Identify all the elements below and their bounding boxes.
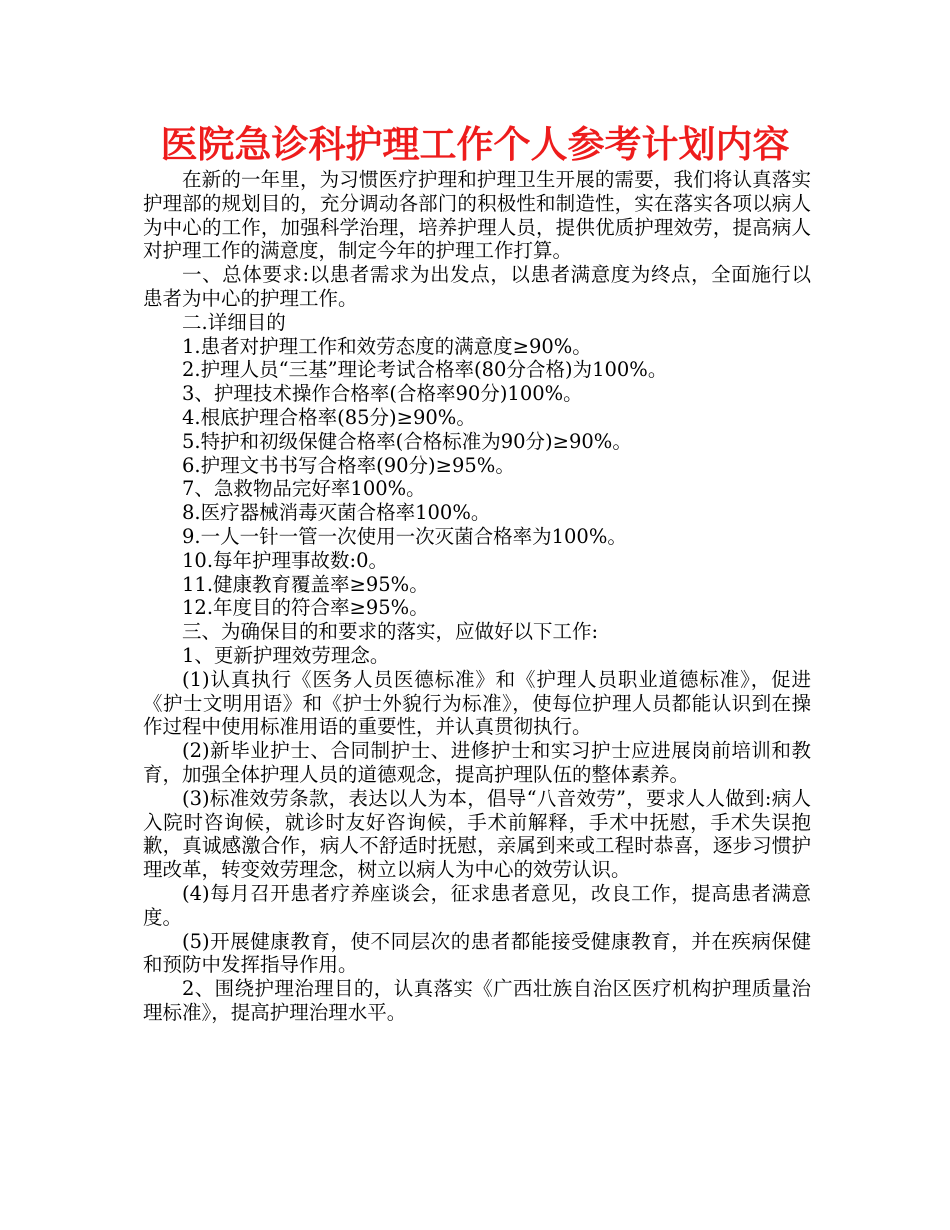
- subsection-heading: 1、更新护理效劳理念。: [182, 643, 390, 667]
- goal-item: 2.护理人员“三基”理论考试合格率(80分合格)为100%。: [182, 358, 668, 382]
- goal-item: 3、护理技术操作合格率(合格率90分)100%。: [182, 382, 583, 406]
- goal-item: 7、急救物品完好率100%。: [182, 477, 426, 501]
- goal-item: 12.年度目的符合率≥95%。: [182, 596, 429, 620]
- goal-item: 11.健康教育覆盖率≥95%。: [182, 572, 429, 596]
- body-paragraph: (2)新毕业护士、合同制护士、进修护士和实习护士应进展岗前培训和教育，加强全体护理人员的道德观念，提高护理队伍的整体素养。: [143, 739, 811, 786]
- body-paragraph: (4)每月召开患者疗养座谈会，征求患者意见，改良工作，提高患者满意度。: [143, 881, 811, 929]
- goal-item: 5.特护和初级保健合格率(合格标准为90分)≥90%。: [182, 429, 632, 453]
- goal-item: 9.一人一针一管一次使用一次灭菌合格率为100%。: [182, 524, 627, 548]
- goal-item: 4.根底护理合格率(85分)≥90%。: [182, 405, 476, 429]
- goal-item: 6.护理文书书写合格率(90分)≥95%。: [182, 453, 515, 477]
- document-title: 医院急诊科护理工作个人参考计划内容: [160, 123, 790, 166]
- goal-item: 10.每年护理事故数:0。: [182, 548, 388, 572]
- goal-item: 8.医疗器械消毒灭菌合格率100%。: [182, 501, 491, 525]
- body-paragraph: (3)标准效劳条款，表达以人为本，倡导“八音效劳”，要求人人做到:病人入院时咨询候，就诊时友好咨询候，手术前解释，手术中抚慰，手术失误抱歉，真诚感激合作，病人不舒适时抚慰，亲属到来或工程时恭喜，逐步习惯护理改革，转变效劳理念，树立以病人为中心的效劳认识。: [143, 786, 811, 882]
- goal-item: 1.患者对护理工作和效劳态度的满意度≥90%。: [182, 334, 592, 358]
- section-heading-work: 三、为确保目的和要求的落实，应做好以下工作:: [182, 620, 599, 644]
- intro-paragraph: 在新的一年里，为习惯医疗护理和护理卫生开展的需要，我们将认真落实护理部的规划目的，充分调动各部门的积极性和制造性，实在落实各项以病人为中心的工作，加强科学治理，培养护理人员，提供优质护理效劳，提高病人对护理工作的满意度，制定今年的护理工作打算。: [143, 168, 811, 263]
- document-body: [143, 168, 811, 1025]
- general-requirements-paragraph: 一、总体要求:以患者需求为出发点，以患者满意度为终点，全面施行以患者为中心的护理工作。: [143, 263, 811, 310]
- section-heading-goals: 二.详细目的: [182, 310, 286, 334]
- body-paragraph: (1)认真执行《医务人员医德标准》和《护理人员职业道德标准》，促进《护士文明用语》和《护士外貌行为标准》，使每位护理人员都能认识到在操作过程中使用标准用语的重要性，并认真贯彻执行。: [143, 667, 811, 739]
- body-paragraph: (5)开展健康教育，使不同层次的患者都能接受健康教育，并在疾病保健和预防中发挥指导作用。: [143, 929, 811, 977]
- subsection-heading: 2、围绕护理治理目的，认真落实《广西壮族自治区医疗机构护理质量治理标准》，提高护理治理水平。: [143, 977, 811, 1024]
